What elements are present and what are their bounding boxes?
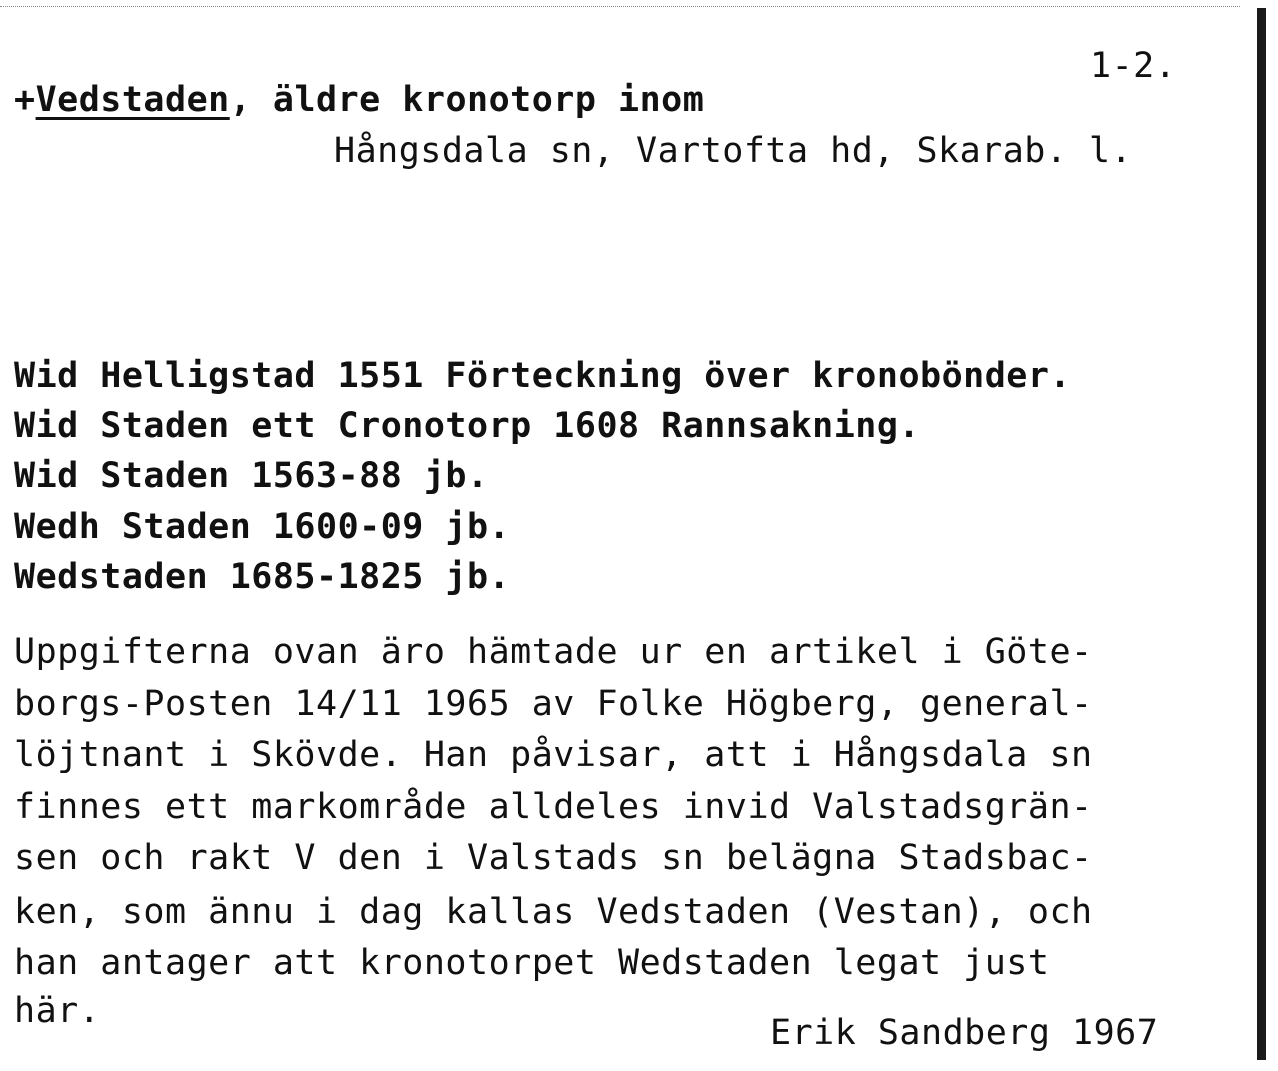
attestation-line: Wid Staden ett Cronotorp 1608 Rannsakning. (14, 406, 921, 446)
heading-location: Hångsdala sn, Vartofta hd, Skarab. l. (334, 131, 1133, 171)
note-line: ken, som ännu i dag kallas Vedstaden (Vestan), och (14, 892, 1093, 932)
heading-name: Vedstaden (35, 80, 230, 120)
note-line: han antager att kronotorpet Wedstaden legat just (14, 943, 1050, 983)
note-line: borgs-Posten 14/11 1965 av Folke Högberg, general- (14, 684, 1093, 724)
card-number: 1-2. (1090, 46, 1177, 86)
note-line: Uppgifterna ovan äro hämtade ur en artikel i Göte- (14, 632, 1093, 672)
note-line: löjtnant i Skövde. Han påvisar, att i Hångsdala sn (14, 735, 1093, 775)
heading-line (14, 80, 704, 120)
card-edge (1257, 8, 1266, 1060)
note-line: finnes ett markområde alldeles invid Valstadsgrän- (14, 787, 1093, 827)
attestation-line: Wedh Staden 1600-09 jb. (14, 507, 511, 547)
scan-artifact (0, 6, 1240, 9)
signature: Erik Sandberg 1967 (770, 1013, 1159, 1053)
attestation-line: Wedstaden 1685-1825 jb. (14, 557, 511, 597)
heading-prefix: + (14, 80, 36, 120)
note-line: sen och rakt V den i Valstads sn belägna Stadsbac- (14, 838, 1093, 878)
note-line: här. (14, 991, 101, 1031)
attestation-line: Wid Staden 1563-88 jb. (14, 456, 489, 496)
heading-rest: , äldre kronotorp inom (229, 80, 705, 120)
attestation-line: Wid Helligstad 1551 Förteckning över kronobönder. (14, 356, 1072, 396)
